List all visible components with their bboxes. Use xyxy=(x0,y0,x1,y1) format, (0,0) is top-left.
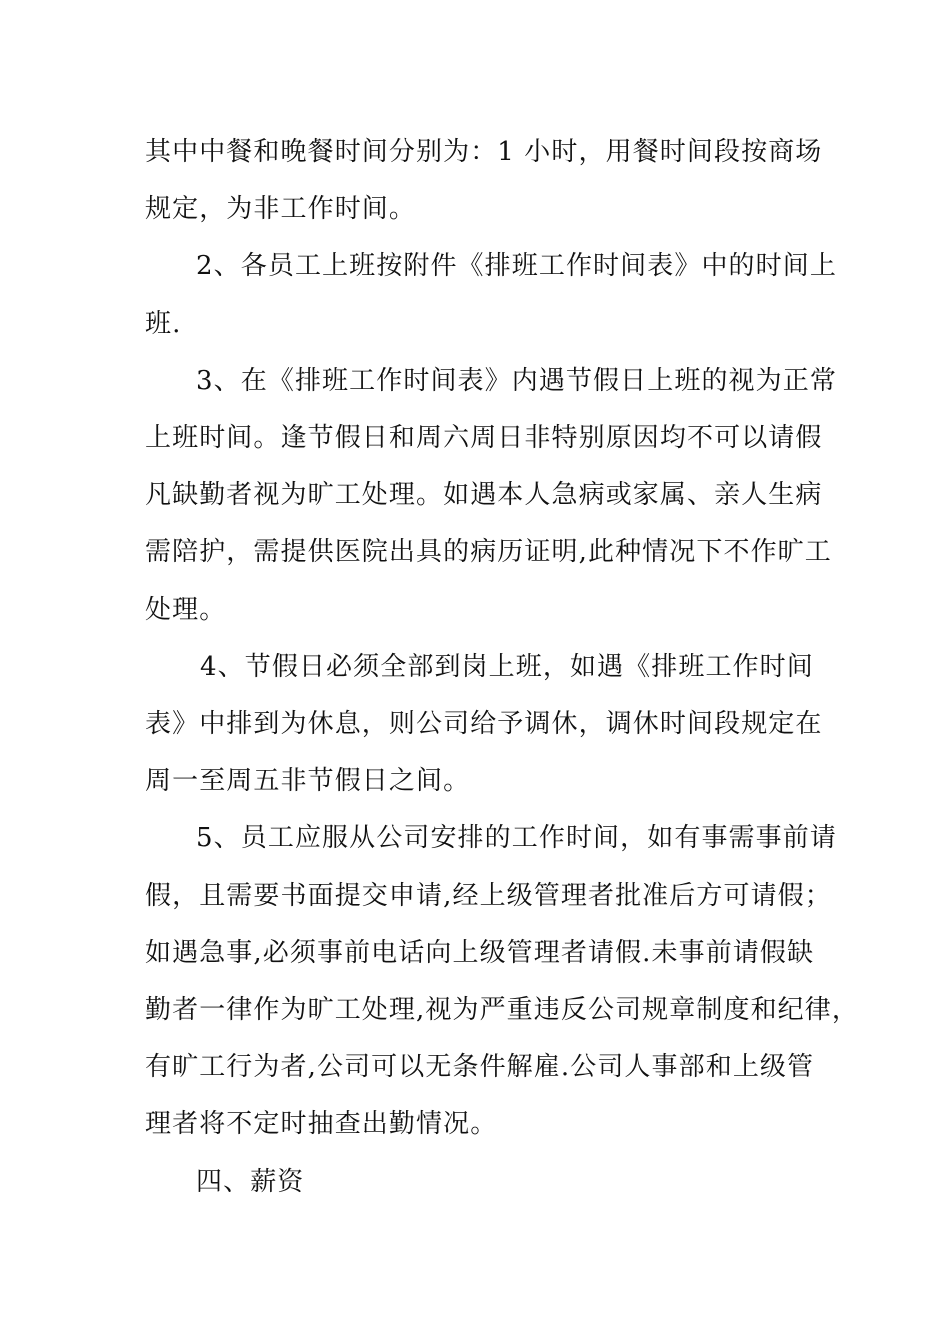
section-heading: 四、薪资 xyxy=(196,1167,305,1197)
text-line: 其中中餐和晚餐时间分别为：1 小时，用餐时间段按商场 xyxy=(145,137,823,167)
text-line: 3、在《排班工作时间表》内遇节假日上班的视为正常 xyxy=(196,366,837,396)
text-line: 2、各员工上班按附件《排班工作时间表》中的时间上 xyxy=(196,251,837,281)
text-line: 规定，为非工作时间。 xyxy=(145,194,417,224)
text-line: 上班时间。逢节假日和周六周日非特别原因均不可以请假 xyxy=(145,423,823,453)
text-line: 5、员工应服从公司安排的工作时间，如有事需事前请 xyxy=(196,823,837,853)
text-line: 凡缺勤者视为旷工处理。如遇本人急病或家属、亲人生病 xyxy=(145,480,823,510)
text-line: 需陪护，需提供医院出具的病历证明,此种情况下不作旷工 xyxy=(145,537,832,567)
text-line: 班. xyxy=(145,309,182,339)
text-line: 处理。 xyxy=(145,595,227,625)
text-line: 假，且需要书面提交申请,经上级管理者批准后方可请假； xyxy=(145,881,832,911)
text-line: 有旷工行为者,公司可以无条件解雇.公司人事部和上级管 xyxy=(145,1052,815,1082)
text-line: 4、节假日必须全部到岗上班，如遇《排班工作时间 xyxy=(200,652,814,682)
text-line: 理者将不定时抽查出勤情况。 xyxy=(145,1109,498,1139)
text-line: 周一至周五非节假日之间。 xyxy=(145,766,471,796)
text-line: 勤者一律作为旷工处理,视为严重违反公司规章制度和纪律， xyxy=(145,995,859,1025)
text-line: 如遇急事,必须事前电话向上级管理者请假.未事前请假缺 xyxy=(145,938,815,968)
text-line: 表》中排到为休息，则公司给予调休，调休时间段规定在 xyxy=(145,709,823,739)
